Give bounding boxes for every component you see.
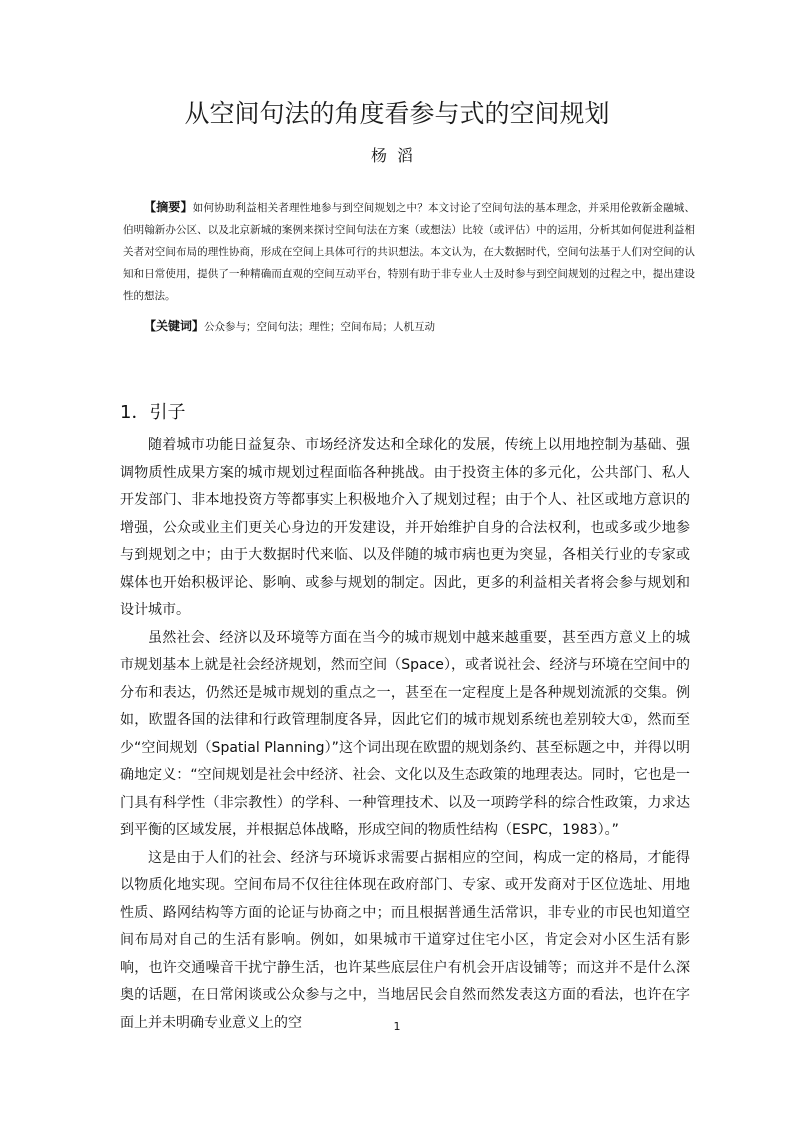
keywords-label: 【关键词】 <box>144 319 205 333</box>
body-paragraph: 虽然社会、经济以及环境等方面在当今的城市规划中越来越重要，甚至西方意义上的城市规划基本上就是社会经济规划，然而空间（Space），或者说社会、经济与环境在空间中的分布和表达，仍然还是城市规划的重点之一，甚至在一定程度上是各种规划流派的交集。例如，欧盟各国的法律和行政管理制度各异，因此它们的城市规划系统也差别较大①，然而至少“空间规划（Spatial Planning）”这个词出现在欧盟的规划条约、甚至标题之中，并得以明确地定义：“空间规划是社会中经济、社会、文化以及生态政策的地理表达。同时，它也是一门具有科学性（非宗教性）的学科、一种管理技术、以及一项跨学科的综合性政策，力求达到平衡的区域发展，并根据总体战略，形成空间的物质性结构（ESPC，1983）。” <box>120 629 690 838</box>
section-heading: 1．引子 <box>120 402 186 423</box>
body-text <box>120 432 690 1037</box>
abstract-text: 如何协助利益相关者理性地参与到空间规划之中？本文讨论了空间句法的基本理念，并采用伦敦新金融城、伯明翰新办公区、以及北京新城的案例来探讨空间句法在方案（或想法）比较（或评估）中的运用，分析其如何促进利益相关者对空间布局的理性协商，形成在空间上具体可行的共识想法。本文认为，在大数据时代，空间句法基于人们对空间的认知和日常使用，提供了一种精确而直观的空间互动平台，特别有助于非专业人士及时参与到空间规划的过程之中，提出建设性的想法。 <box>123 202 695 302</box>
body-paragraph: 随着城市功能日益复杂、市场经济发达和全球化的发展，传统上以用地控制为基础、强调物质性成果方案的城市规划过程面临各种挑战。由于投资主体的多元化，公共部门、私人开发部门、非本地投资方等都事实上积极地介入了规划过程；由于个人、社区或地方意识的增强，公众或业主们更关心身边的开发建设，并开始维护自身的合法权利，也或多或少地参与到规划之中；由于大数据时代来临、以及伴随的城市病也更为突显，各相关行业的专家或媒体也开始积极评论、影响、或参与规划的制定。因此，更多的利益相关者将会参与规划和设计城市。 <box>120 437 690 618</box>
paper-title: 从空间句法的角度看参与式的空间规划 <box>184 99 610 128</box>
body-paragraph: 这是由于人们的社会、经济与环境诉求需要占据相应的空间，构成一定的格局，才能得以物质化地实现。空间布局不仅往往体现在政府部门、专家、或开发商对于区位选址、用地性质、路网结构等方面的论证与协商之中；而且根据普通生活常识，非专业的市民也知道空间布局对自己的生活有影响。例如，如果城市干道穿过住宅小区，肯定会对小区生活有影响，也许交通噪音干扰宁静生活，也许某些底层住户有机会开店设铺等；而这并不是什么深奥的话题，在日常闲谈或公众参与之中，当地居民会自然而然发表这方面的看法，也许在字面上并未明确专业意义上的空 <box>120 849 690 1031</box>
keywords-block <box>123 315 695 338</box>
author-name: 杨滔 <box>370 146 423 165</box>
keywords-text: 公众参与；空间句法；理性；空间布局；人机互动 <box>204 321 436 333</box>
abstract-label: 【摘要】 <box>144 200 193 214</box>
abstract-block <box>123 196 695 307</box>
page-number: 1 <box>393 1020 401 1033</box>
